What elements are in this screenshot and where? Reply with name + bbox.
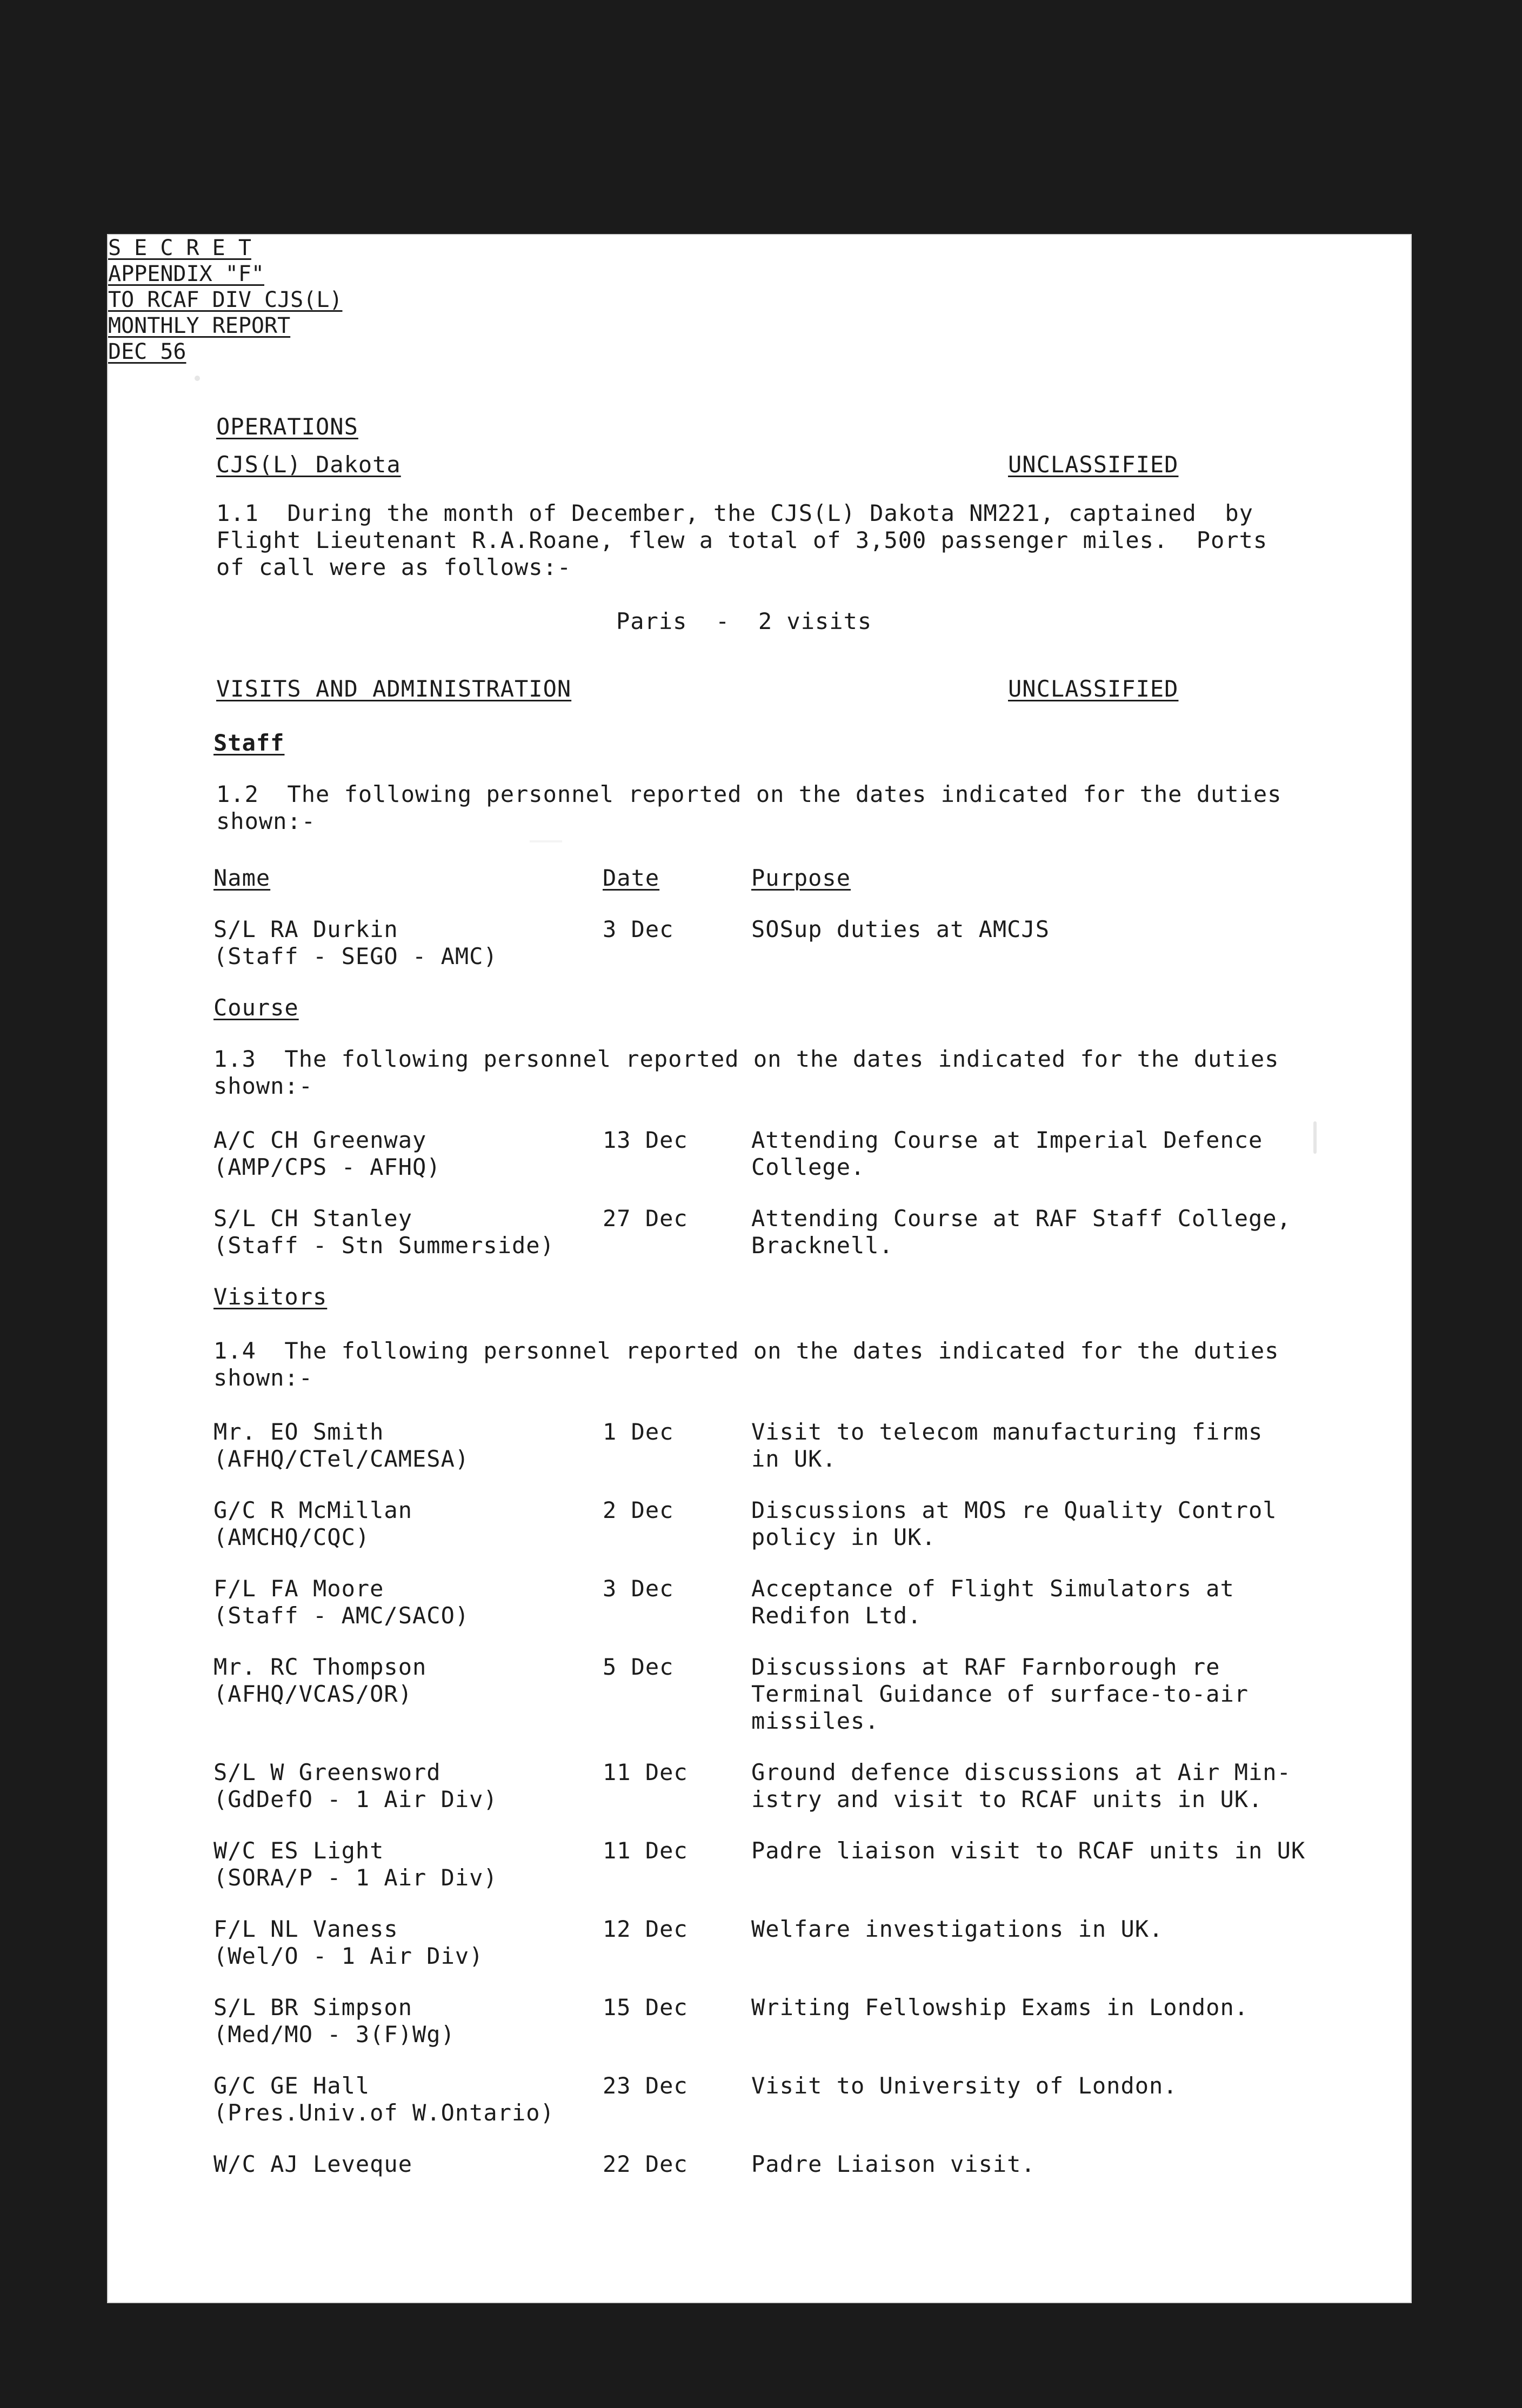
column-header-name: Name (213, 865, 271, 891)
row-date: 12 Dec (603, 1916, 688, 1942)
row-purpose: policy in UK. (751, 1524, 936, 1550)
scan-speck (1313, 1121, 1317, 1154)
row-purpose: Attending Course at Imperial Defence (751, 1127, 1263, 1153)
row-name: A/C CH Greenway (213, 1127, 427, 1153)
row-purpose: Visit to telecom manufacturing firms (751, 1419, 1263, 1445)
row-purpose: Visit to University of London. (751, 2072, 1178, 2099)
row-purpose: istry and visit to RCAF units in UK. (751, 1786, 1263, 1812)
row-unit: (Staff - SEGO - AMC) (213, 943, 498, 969)
row-purpose: Padre Liaison visit. (751, 2151, 1036, 2177)
row-purpose: Discussions at RAF Farnborough re (751, 1654, 1220, 1680)
scan-speck (530, 840, 562, 842)
row-name: F/L NL Vaness (213, 1916, 398, 1942)
report-date-label: DEC 56 (108, 339, 186, 364)
row-purpose: Bracknell. (751, 1232, 893, 1259)
paragraph-line: Flight Lieutenant R.A.Roane, flew a total of 3,500 passenger miles. Ports (216, 527, 1268, 553)
scan-speck (195, 376, 200, 381)
row-date: 15 Dec (603, 1994, 688, 2021)
row-purpose: Ground defence discussions at Air Min- (751, 1759, 1291, 1785)
subheading-dakota: CJS(L) Dakota (216, 451, 401, 478)
row-unit: (AFHQ/VCAS/OR) (213, 1681, 413, 1707)
row-date: 3 Dec (603, 916, 674, 942)
row-unit: (GdDefO - 1 Air Div) (213, 1786, 498, 1812)
appendix-label: APPENDIX "F" (108, 262, 264, 286)
row-unit: (Staff - Stn Summerside) (213, 1232, 555, 1259)
document-page (108, 235, 1411, 2302)
row-name: S/L W Greensword (213, 1759, 441, 1785)
row-purpose: Padre liaison visit to RCAF units in UK (751, 1837, 1306, 1864)
column-header-purpose: Purpose (751, 865, 851, 891)
row-date: 11 Dec (603, 1759, 688, 1785)
row-purpose: Welfare investigations in UK. (751, 1916, 1164, 1942)
row-unit: (AMP/CPS - AFHQ) (213, 1154, 441, 1180)
paragraph-line: 1.1 During the month of December, the CJS(L) Dakota NM221, captained by (216, 500, 1253, 526)
classification-operations: UNCLASSIFIED (1008, 451, 1179, 478)
row-unit: (SORA/P - 1 Air Div) (213, 1864, 498, 1891)
column-header-date: Date (603, 865, 660, 891)
section-heading-operations: OPERATIONS (216, 413, 358, 440)
row-name: W/C ES Light (213, 1837, 384, 1864)
row-unit: (Med/MO - 3(F)Wg) (213, 2021, 455, 2048)
row-unit: (Staff - AMC/SACO) (213, 1602, 470, 1629)
paragraph-line: 1.2 The following personnel reported on the dates indicated for the duties (216, 781, 1282, 807)
row-unit: (Wel/O - 1 Air Div) (213, 1943, 484, 1969)
report-type-label: MONTHLY REPORT (108, 313, 291, 338)
row-name: S/L CH Stanley (213, 1205, 413, 1232)
row-name: G/C GE Hall (213, 2072, 370, 2099)
row-name: G/C R McMillan (213, 1497, 413, 1523)
row-date: 27 Dec (603, 1205, 688, 1232)
row-unit: (AMCHQ/CQC) (213, 1524, 370, 1550)
row-purpose: Redifon Ltd. (751, 1602, 922, 1629)
row-date: 23 Dec (603, 2072, 688, 2099)
paragraph-line: shown:- (213, 1364, 313, 1391)
port-of-call: Paris - 2 visits (616, 608, 872, 634)
row-purpose: Writing Fellowship Exams in London. (751, 1994, 1249, 2021)
subheading-course: Course (213, 994, 299, 1021)
paragraph-line: 1.4 The following personnel reported on the dates indicated for the duties (213, 1337, 1279, 1364)
row-date: 13 Dec (603, 1127, 688, 1153)
paragraph-line: shown:- (213, 1073, 313, 1099)
row-purpose: College. (751, 1154, 865, 1180)
row-purpose: in UK. (751, 1446, 837, 1472)
security-label: S E C R E T (108, 236, 251, 260)
row-name: S/L BR Simpson (213, 1994, 413, 2021)
row-purpose: Terminal Guidance of surface-to-air (751, 1681, 1249, 1707)
classification-block (108, 235, 1411, 365)
classification-visits: UNCLASSIFIED (1008, 675, 1179, 702)
subheading-visitors: Visitors (213, 1283, 328, 1310)
row-date: 5 Dec (603, 1654, 674, 1680)
row-name: Mr. RC Thompson (213, 1654, 427, 1680)
row-date: 1 Dec (603, 1419, 674, 1445)
row-name: S/L RA Durkin (213, 916, 398, 942)
paragraph-line: shown:- (216, 808, 316, 834)
paragraph-line: of call were as follows:- (216, 554, 572, 580)
row-purpose: Attending Course at RAF Staff College, (751, 1205, 1291, 1232)
row-name: Mr. EO Smith (213, 1419, 384, 1445)
row-purpose: SOSup duties at AMCJS (751, 916, 1050, 942)
subheading-staff: Staff (213, 730, 285, 756)
row-purpose: missiles. (751, 1708, 879, 1734)
row-purpose: Acceptance of Flight Simulators at (751, 1575, 1234, 1602)
paragraph-line: 1.3 The following personnel reported on the dates indicated for the duties (213, 1046, 1279, 1072)
row-name: F/L FA Moore (213, 1575, 384, 1602)
row-unit: (AFHQ/CTel/CAMESA) (213, 1446, 470, 1472)
section-heading-visits: VISITS AND ADMINISTRATION (216, 675, 572, 702)
row-date: 3 Dec (603, 1575, 674, 1602)
row-date: 2 Dec (603, 1497, 674, 1523)
row-date: 11 Dec (603, 1837, 688, 1864)
recipient-label: TO RCAF DIV CJS(L) (108, 287, 343, 312)
row-date: 22 Dec (603, 2151, 688, 2177)
row-name: W/C AJ Leveque (213, 2151, 413, 2177)
row-purpose: Discussions at MOS re Quality Control (751, 1497, 1277, 1523)
row-unit: (Pres.Univ.of W.Ontario) (213, 2099, 555, 2126)
